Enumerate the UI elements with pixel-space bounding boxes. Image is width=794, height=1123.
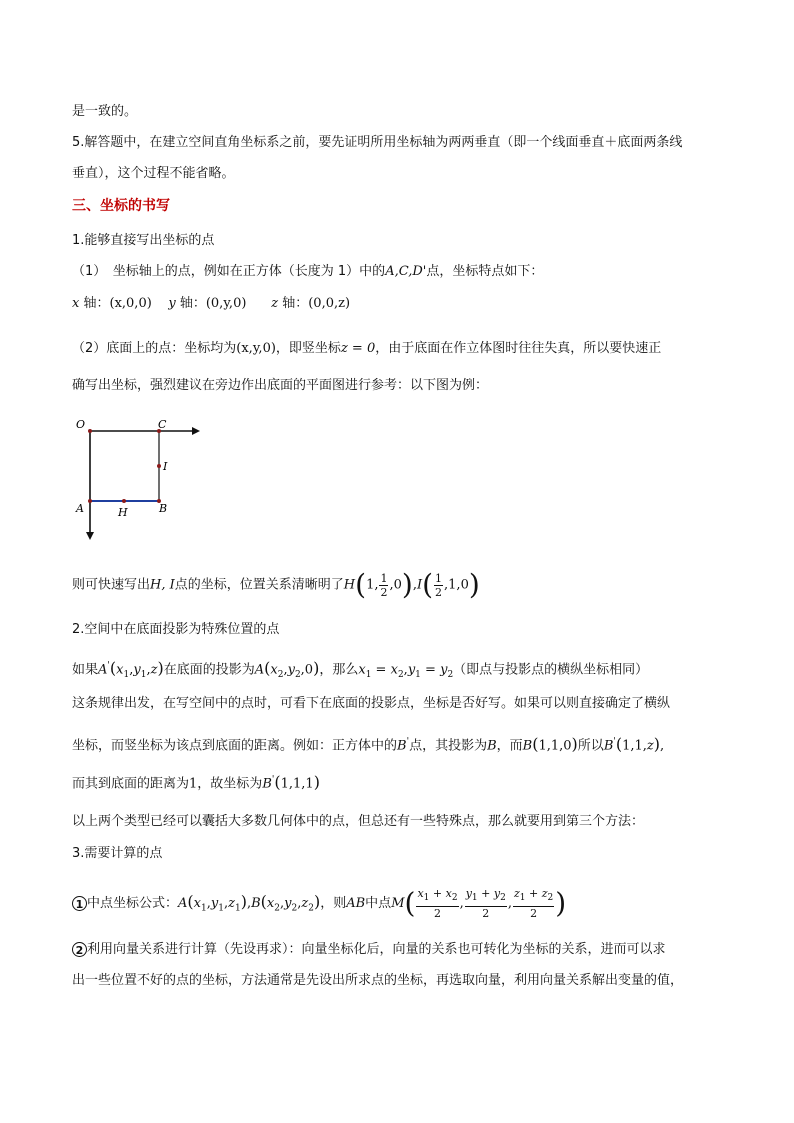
paragraph-vector-method-2: 出一些位置不好的点的坐标，方法通常是先设出所求点的坐标，再选取向量，利用向量关系解出变量的值， — [72, 973, 684, 988]
label-b: B — [159, 502, 168, 515]
point-a — [88, 499, 92, 503]
subsection-title-2: 2.空间中在底面投影为特殊位置的点 — [72, 622, 280, 637]
fraction: $\frac{1}{2}$ — [380, 571, 388, 599]
axis-coordinates-line: x 轴：(x,0,0) y 轴：(0,y,0) z 轴：(0,0,z) — [72, 296, 351, 311]
text-line: 是一致的。 — [72, 104, 138, 119]
subsection-title-1: 1.能够直接写出坐标的点 — [72, 233, 215, 248]
fraction: $\frac{y_1 + y_2}{2}$ — [465, 887, 506, 920]
section-heading: 三、坐标的书写 — [72, 198, 170, 214]
fraction: $\frac{1}{2}$ — [435, 571, 443, 599]
paragraph-projection-explain-2: 坐标，而竖坐标为该点到底面的距离。例如：正方体中的B'点，其投影为B，而B(1,1,0)所以B'(1,1,z), — [72, 734, 665, 754]
label-o: O — [76, 418, 86, 431]
label-c: C — [158, 418, 167, 431]
point-o — [88, 429, 92, 433]
square-base-diagram — [72, 412, 202, 544]
label-h: H — [118, 506, 128, 519]
paragraph-quick-coordinates: 则可快速写出H, I点的坐标，位置关系清晰明了H(1, $\frac{1}{2}$ ,0),I( $\frac{1}{2}$ ,1,0) — [72, 568, 480, 601]
note-5-line-1: 5.解答题中，在建立空间直角坐标系之前，要先证明所用坐标轴为两两垂直（即一个线面垂直＋底面两条线 — [72, 135, 683, 150]
paragraph-base-points-1: （2）底面上的点：坐标均为(x,y,0)，即竖坐标z = 0，由于底面在作立体图时往往失真，所以要快速正 — [72, 341, 662, 356]
fraction: $\frac{x_1 + x_2}{2}$ — [417, 887, 458, 920]
circled-number: 2 — [72, 942, 87, 957]
label-a: A — [76, 502, 84, 515]
paragraph-base-points-2: 确写出坐标，强烈建议在旁边作出底面的平面图进行参考：以下图为例： — [72, 378, 489, 393]
point-h — [122, 499, 126, 503]
circled-number: 1 — [72, 896, 87, 911]
paragraph-projection-explain-3: 而其到底面的距离为1，故坐标为B'(1,1,1) — [72, 772, 320, 792]
paragraph-projection-rule: 如果$A'(x_1,y_1,z)$在底面的投影为$A(x_2,y_2,0)$，那么$x_1 = x_2,y_1 = y_2$（即点与投影点的横纵坐标相同） — [72, 658, 649, 680]
paragraph-axis-points: （1） 坐标轴上的点，例如在正方体（长度为 1）中的A,C,D'点，坐标特点如下： — [72, 264, 544, 279]
paragraph-vector-method-1: 2 利用向量关系进行计算（先设再求）：向量坐标化后，向量的关系也可转化为坐标的关系，进而可以求 — [72, 941, 666, 959]
note-5-line-2: 垂直），这个过程不能省略。 — [72, 166, 235, 181]
paragraph-midpoint-formula: 1 中点坐标公式：$A(x_1,y_1,z_1),B(x_2,y_2,z_2)$，则AB中点M( $\frac{x_1 + x_2}{2}$ , $\frac{y_1 + y_2}{2}$ , $\frac{z_1 + z_2}{2}$ ) — [72, 885, 566, 926]
arrowhead-down-icon — [86, 532, 94, 540]
paragraph-projection-explain-1: 这条规律出发，在写空间中的点时，可看下在底面的投影点，坐标是否好写。如果可以则直接确定了横纵 — [72, 696, 671, 711]
fraction: $\frac{z_1 + z_2}{2}$ — [513, 887, 554, 920]
subsection-title-3: 3.需要计算的点 — [72, 846, 163, 861]
point-i — [157, 464, 161, 468]
paragraph-summary: 以上两个类型已经可以囊括大多数几何体中的点，但总还有一些特殊点，那么就要用到第三个方法： — [72, 814, 645, 829]
arrowhead-right-icon — [192, 427, 200, 435]
label-i: I — [163, 460, 168, 473]
